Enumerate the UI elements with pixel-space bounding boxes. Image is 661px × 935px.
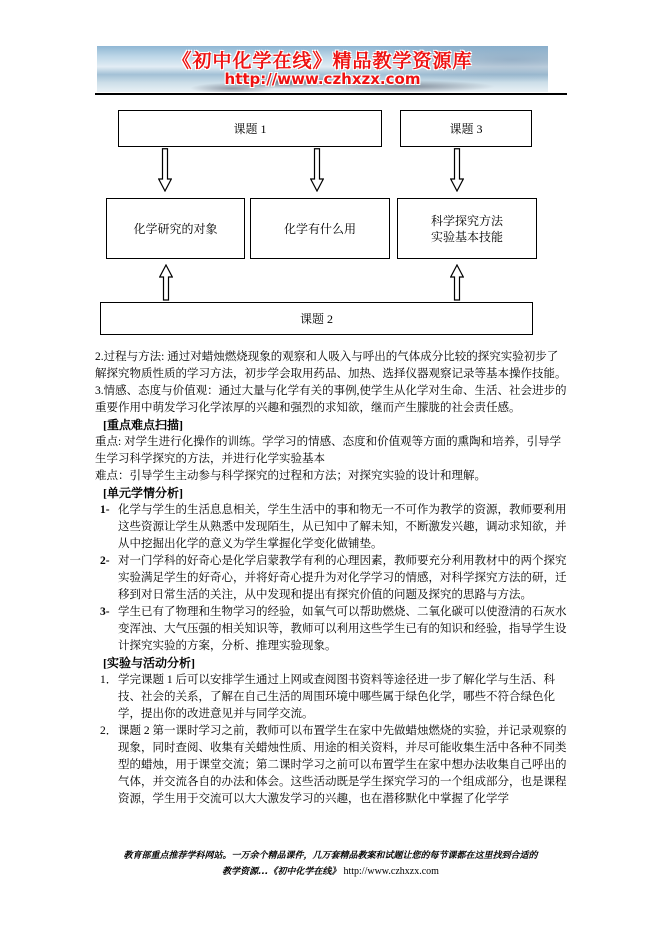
heading-unit-analysis: [单元学情分析] <box>103 486 183 500</box>
list-item-marker: 2． <box>100 725 118 737</box>
list-item-marker: 1． <box>100 674 118 686</box>
list-item-marker: 2- <box>100 555 110 567</box>
flowchart-box-label-line1: 科学探究方法 <box>430 213 503 228</box>
list-item-marker: 1- <box>100 504 110 516</box>
footer-site-url: http://www.czhxzx.com <box>343 866 439 877</box>
list-item <box>95 604 568 655</box>
down-arrow-icon <box>450 148 464 192</box>
list-item <box>95 502 568 553</box>
up-arrow-icon <box>159 264 173 301</box>
heading-key-difficult-points: [重点难点扫描] <box>103 418 183 432</box>
header-divider <box>95 93 567 95</box>
flowchart-box-topic2 <box>100 302 533 335</box>
document-body <box>95 349 568 808</box>
list-item-text: 对一门学科的好奇心是化学启蒙教学有利的心理因素，教师要充分利用教材中的两个探究实验满足学生的好奇心，并将好奇心提升为对化学学习的情感，对科学探究方法的研，迁移到对日常生活的关注，从中发现和提出有探究价值的问题及探究的思路与方法。 <box>118 555 567 601</box>
paragraph-key-point: 重点: 对学生进行化操作的训练。学学习的情感、态度和价值观等方面的熏陶和培养，引导学生学习科学探究的方法，并进行化学实验基本 <box>95 436 562 465</box>
list-item-text: 学完课题 1 后可以安排学生通过上网或查阅图书资料等途径进一步了解化学与生活、科技、社会的关系，了解在自己生活的周围环境中哪些属于绿色化学，哪些不符合绿色化学，提出你的改进意见并与同学交流。 <box>118 674 555 720</box>
paragraph-process-method: 2.过程与方法: 通过对蜡烛燃烧现象的观察和人吸入与呼出的气体成分比较的探究实验初步了解探究物质性质的学习方法，初步学会取用药品、加热、选择仪器观察记录等基本操作技能。 <box>95 351 567 380</box>
footer-line1: 教育部重点推荐学科网站。一万余个精品课件，几万套精品教案和试题让您的每节课都在这里找到合适的 <box>123 851 538 861</box>
banner-title: 《初中化学在线》精品教学资源库 <box>172 50 473 72</box>
list-item-text: 课题 2 第一课时学习之前，教师可以布置学生在家中先做蜡烛燃烧的实验，并记录观察的现象，同时查阅、收集有关蜡烛性质、用途的相关资料，并尽可能收集生活中各种不同类型的蜡烛，用于课堂交流；第二课时学习之前可以布置学生在家中想办法收集自己呼出的气体，并交流各自的办法和体会。这些活动既是学生探究学习的一个组成部分，也是课程资源，学生用于交流可以大大激发学习的兴趣，也在潜移默化中掌握了化学学 <box>118 725 567 805</box>
list-item <box>95 553 568 604</box>
banner-url: http://www.czhxzx.com <box>224 70 421 88</box>
list-item <box>95 723 568 808</box>
list-item-marker: 3- <box>100 606 110 618</box>
flowchart-box-use <box>250 198 390 259</box>
flowchart-box-method <box>397 198 537 259</box>
flowchart-box-label: 化学研究的对象 <box>133 221 218 236</box>
unit-analysis-list <box>95 502 568 655</box>
footer-line2-text: 教学资源...《初中化学在线》 <box>222 867 341 877</box>
list-item <box>95 672 568 723</box>
flowchart-box-label: 课题 3 <box>449 121 483 136</box>
flowchart-box-label-line2: 实验基本技能 <box>430 229 503 244</box>
flowchart-box-topic3 <box>400 110 532 147</box>
heading-activity-analysis: [实验与活动分析] <box>103 656 195 670</box>
down-arrow-icon <box>158 148 172 192</box>
footer-line2 <box>0 864 661 880</box>
flowchart-box-label: 化学有什么用 <box>283 221 356 236</box>
up-arrow-icon <box>450 264 464 301</box>
flowchart-box-label: 课题 1 <box>233 121 267 136</box>
page-footer <box>0 849 661 880</box>
flowchart-box-label: 课题 2 <box>299 311 333 326</box>
flowchart-box-topic1 <box>118 110 382 147</box>
list-item-text: 化学与学生的生活息息相关，学生生活中的事和物无一不可作为教学的资源，教师要利用这些资源让学生从熟悉中发现陌生，从已知中了解未知，不断激发兴趣，调动求知欲，并从中挖掘出化学的意义为学生掌握化学变化做铺垫。 <box>118 504 567 550</box>
site-banner <box>97 46 548 92</box>
activity-analysis-list <box>95 672 568 808</box>
flowchart-box-object <box>106 198 245 259</box>
list-item-text: 学生已有了物理和生物学习的经验，如氧气可以帮助燃烧、二氧化碳可以使澄清的石灰水变浑浊、大气压强的相关知识等，教师可以利用这些学生已有的知识和经验，指导学生设计探究实验的方案，分析、推理实验现象。 <box>118 606 567 652</box>
paragraph-emotion-values: 3.情感、态度与价值观：通过大量与化学有关的事例,使学生从化学对生命、生活、社会进步的重要作用中萌发学习化学浓厚的兴趣和强烈的求知欲，继而产生朦胧的社会责任感。 <box>95 385 567 414</box>
paragraph-difficult-point: 难点：引导学生主动参与科学探究的过程和方法；对探究实验的设计和理解。 <box>95 470 486 482</box>
down-arrow-icon <box>310 148 324 192</box>
